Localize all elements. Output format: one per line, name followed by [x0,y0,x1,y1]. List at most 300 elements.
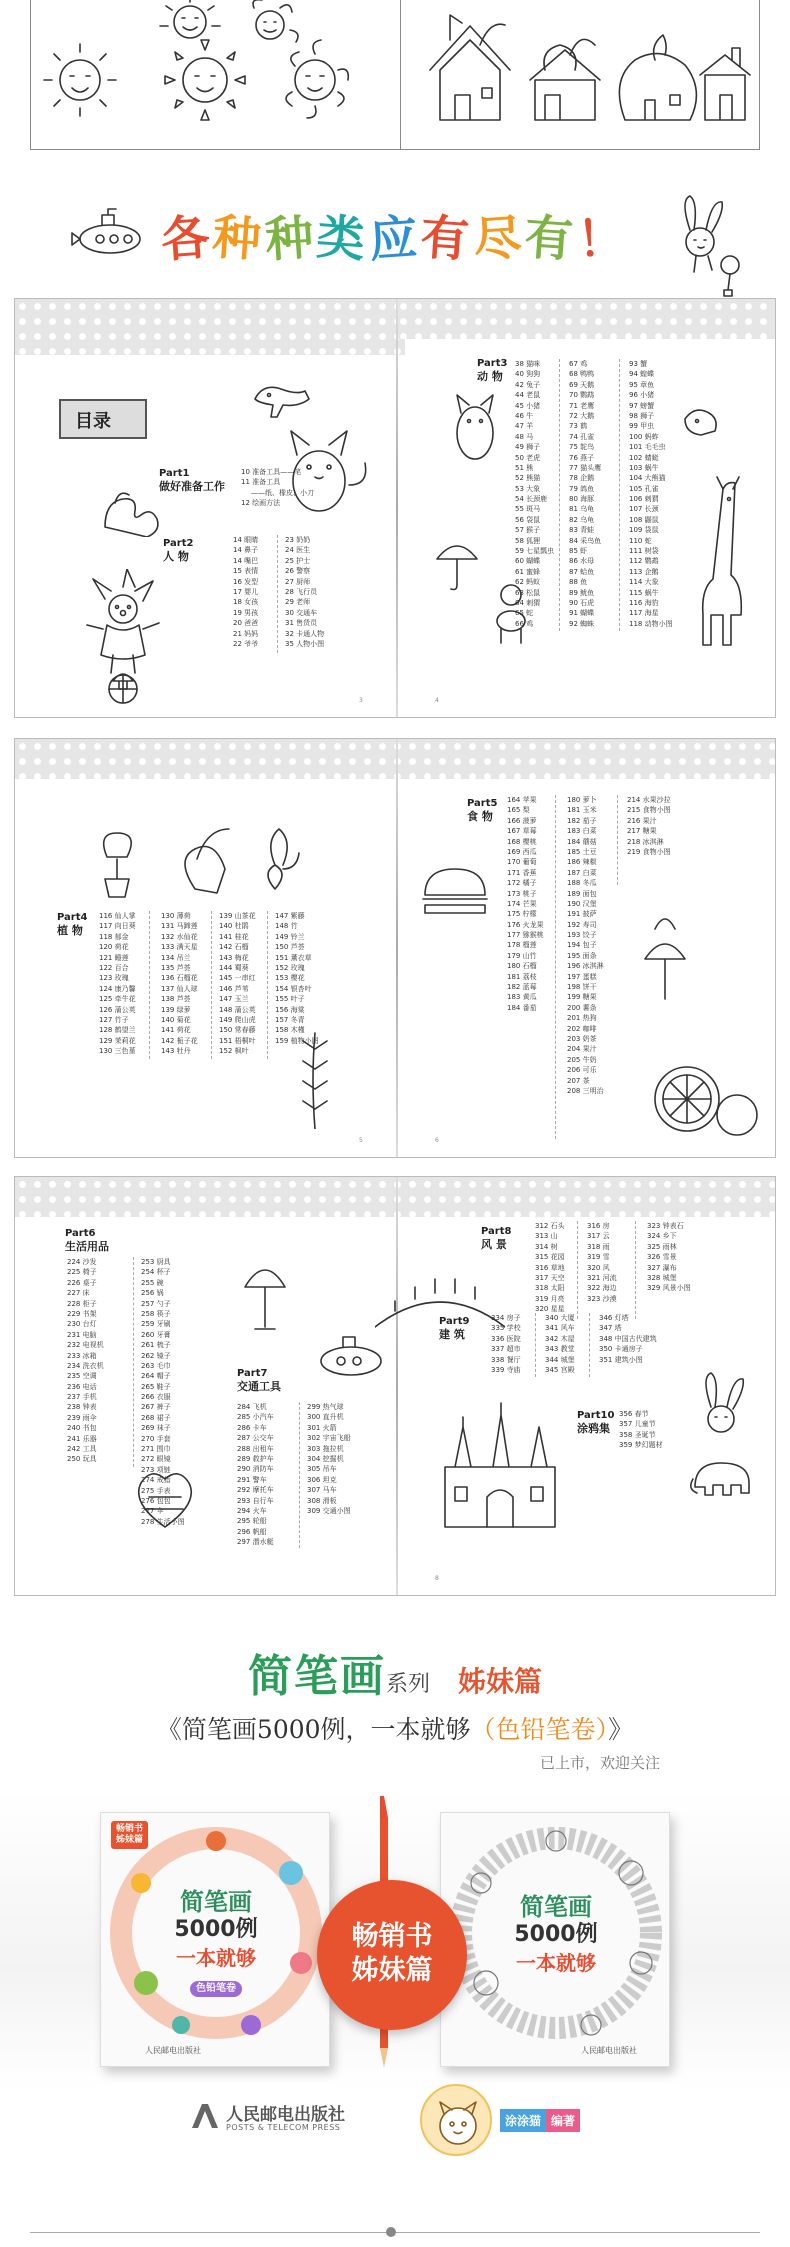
toc-entry[interactable]: 100 蚂蚱 [629,432,659,441]
toc-entry[interactable]: 191 披萨 [567,910,597,919]
toc-entry[interactable]: 334 房子 [491,1314,521,1322]
toc-entry[interactable]: 138 芦荟 [161,995,191,1004]
toc-entry[interactable]: 175 柠檬 [507,910,537,919]
toc-entry[interactable]: 204 果汁 [567,1045,597,1054]
toc-entry[interactable]: 299 热气球 [307,1403,344,1411]
toc-entry[interactable]: 38 猫咪 [515,360,541,368]
toc-entry[interactable]: 131 马蹄莲 [161,922,198,931]
toc-entry[interactable]: 226 桌子 [67,1278,97,1287]
toc-entry[interactable]: 273 项链 [141,1465,171,1474]
toc-entry[interactable]: 139 绿萝 [161,1005,191,1014]
toc-entry[interactable]: 196 冰淇淋 [567,962,604,971]
toc-entry[interactable]: 270 手套 [141,1434,171,1443]
toc-entry[interactable]: 167 草莓 [507,827,537,836]
toc-entry[interactable]: 103 蜗牛 [629,463,659,472]
toc-entry[interactable]: 151 梧桐叶 [219,1036,256,1045]
toc-entry[interactable]: 274 戒指 [141,1476,171,1485]
toc-entry[interactable]: 116 仙人掌 [99,912,136,920]
toc-entry[interactable]: 337 超市 [491,1345,521,1354]
toc-entry[interactable]: 150 常春藤 [219,1026,256,1035]
toc-entry[interactable]: 99 甲虫 [629,422,655,431]
toc-entry[interactable]: 87 蛤鱼 [569,567,595,576]
toc-entry[interactable]: 300 直升机 [307,1413,344,1422]
toc-entry[interactable]: 61 蜜蜂 [515,567,541,576]
toc-entry[interactable]: 92 蜘蛛 [569,619,595,628]
toc-entry[interactable]: 68 鸭鸭 [569,370,595,379]
toc-entry[interactable]: 328 城堡 [647,1273,677,1282]
toc-entry[interactable]: 141 桂花 [219,932,249,941]
toc-entry[interactable]: 358 圣诞节 [619,1430,656,1439]
toc-entry[interactable]: 19 男孩 [233,608,259,617]
toc-entry[interactable]: 267 裤子 [141,1403,171,1412]
toc-entry[interactable]: 153 樱花 [275,974,305,983]
toc-entry[interactable]: 260 牙膏 [141,1330,171,1339]
toc-entry[interactable]: 140 菊花 [161,1015,191,1024]
toc-entry[interactable]: 146 芦苇 [219,984,249,993]
toc-entry[interactable]: 338 餐厅 [491,1355,521,1364]
toc-entry[interactable]: 152 枫叶 [219,1047,249,1056]
toc-entry[interactable]: 254 杯子 [141,1268,171,1277]
toc-entry[interactable]: 339 寺庙 [491,1365,521,1374]
toc-entry[interactable]: 315 花园 [535,1253,565,1262]
toc-entry[interactable]: 184 蘑菇 [567,837,597,846]
toc-entry[interactable]: 318 太阳 [535,1284,565,1293]
toc-entry[interactable]: 287 公交车 [237,1434,274,1443]
toc-entry[interactable]: 159 植物小图 [275,1036,319,1045]
toc-entry[interactable]: 193 饺子 [567,931,597,940]
toc-entry[interactable]: 224 沙发 [67,1258,97,1266]
toc-entry[interactable]: 123 玫瑰 [99,974,129,983]
toc-entry[interactable]: 187 白菜 [567,868,597,877]
toc-entry[interactable]: 189 面包 [567,889,597,898]
book-cover-classic[interactable] [440,1812,670,2067]
toc-entry[interactable]: 199 糖果 [567,993,597,1002]
toc-entry[interactable]: 314 树 [535,1242,558,1251]
toc-entry[interactable]: 35 人物小图 [285,639,325,648]
toc-entry[interactable]: 143 牡丹 [161,1047,191,1056]
toc-entry[interactable]: 308 滑板 [307,1496,337,1505]
toc-entry[interactable]: 182 蓝莓 [507,983,537,992]
toc-entry[interactable]: 317 云 [587,1232,610,1241]
toc-entry[interactable]: 59 七星瓢虫 [515,547,555,556]
toc-entry[interactable]: 234 洗衣机 [67,1361,104,1370]
toc-entry[interactable]: 343 教堂 [545,1345,575,1354]
toc-entry[interactable]: 149 铃兰 [275,932,305,941]
toc-entry[interactable]: 86 水母 [569,557,595,566]
toc-entry[interactable]: 192 寿司 [567,920,597,929]
toc-entry[interactable]: 84 采鸟鱼 [569,536,602,545]
toc-entry[interactable]: 140 杜鹃 [219,922,249,931]
toc-entry[interactable]: 350 卡通房子 [599,1345,643,1354]
toc-entry[interactable]: 129 茉莉花 [99,1036,136,1045]
toc-entry[interactable]: 110 蛇 [629,536,652,545]
toc-entry[interactable]: 53 大象 [515,484,541,493]
toc-entry[interactable]: 154 银杏叶 [275,984,312,993]
toc-entry[interactable]: 207 茶 [567,1076,590,1085]
toc-entry[interactable]: 322 海边 [587,1284,617,1293]
toc-entry[interactable]: 147 紫藤 [275,912,305,920]
toc-entry[interactable]: 149 爬山虎 [219,1015,256,1024]
toc-entry[interactable]: 202 咖啡 [567,1024,597,1033]
toc-entry[interactable]: 231 电脑 [67,1330,97,1339]
toc-entry[interactable]: 48 马 [515,432,534,441]
toc-entry[interactable]: 114 大象 [629,578,659,587]
toc-entry[interactable]: 170 葡萄 [507,858,537,867]
toc-entry[interactable]: 291 警车 [237,1475,267,1484]
toc-entry[interactable]: 348 中国古代建筑 [599,1334,657,1343]
toc-entry[interactable]: 335 学校 [491,1324,521,1333]
toc-entry[interactable]: 268 裙子 [141,1413,171,1422]
toc-entry[interactable]: 74 孔雀 [569,432,595,441]
toc-entry[interactable]: 203 奶茶 [567,1034,597,1043]
toc-entry[interactable]: 79 鸽鱼 [569,484,595,493]
toc-entry[interactable]: 228 柜子 [67,1299,97,1308]
toc-entry[interactable]: 269 袜子 [141,1424,171,1433]
toc-entry[interactable]: 359 梦幻题材 [619,1441,663,1450]
toc-entry[interactable]: 126 蒲公英 [99,1005,136,1014]
toc-entry[interactable]: 21 妈妈 [233,629,259,638]
toc-entry[interactable]: 120 荷花 [99,943,129,952]
toc-entry[interactable]: 258 筷子 [141,1309,171,1318]
toc-entry[interactable]: 112 鹦鹉 [629,557,659,566]
toc-entry[interactable]: 240 书包 [67,1424,97,1433]
toc-entry[interactable]: 313 山 [535,1232,558,1241]
toc-entry[interactable]: 72 大鹅 [569,411,595,420]
toc-entry[interactable]: 190 汉堡 [567,899,597,908]
toc-entry[interactable]: 306 坦克 [307,1475,337,1484]
toc-entry[interactable]: 180 萝卜 [567,796,597,804]
toc-entry[interactable]: 301 火箭 [307,1423,337,1432]
toc-entry[interactable]: 67 鸡 [569,360,588,368]
toc-entry[interactable]: 10 准备工具——笔 [241,468,302,476]
toc-entry[interactable]: 82 乌龟 [569,515,595,524]
toc-entry[interactable]: 323 钟表石 [647,1222,684,1230]
toc-entry[interactable]: 151 薰衣草 [275,953,312,962]
toc-entry[interactable]: 265 鞋子 [141,1382,171,1391]
toc-entry[interactable]: 141 荷花 [161,1026,191,1035]
toc-entry[interactable]: 50 老虎 [515,453,541,462]
toc-entry[interactable]: 83 青蛙 [569,526,595,535]
toc-entry[interactable]: 108 鼹鼠 [629,515,659,524]
toc-entry[interactable]: 201 热狗 [567,1014,597,1023]
toc-entry[interactable]: 101 毛毛虫 [629,443,666,452]
toc-entry[interactable]: 94 蝗蝶 [629,370,655,379]
toc-entry[interactable]: 109 袋鼠 [629,526,659,535]
toc-entry[interactable]: 102 蜻蜓 [629,453,659,462]
book-cover-color[interactable] [100,1812,330,2067]
toc-entry[interactable]: 173 桃子 [507,889,537,898]
toc-entry[interactable]: 49 狮子 [515,443,541,452]
toc-entry[interactable]: 320 星星 [535,1305,565,1314]
toc-entry[interactable]: 88 鱼 [569,578,588,587]
toc-entry[interactable]: 345 宫殿 [545,1365,575,1374]
toc-entry[interactable]: 133 满天星 [161,943,198,952]
toc-entry[interactable]: 181 荔枝 [507,972,537,981]
toc-entry[interactable]: 12 绘画方法 [241,499,281,508]
toc-entry[interactable]: 336 医院 [491,1334,521,1343]
toc-entry[interactable]: 174 芒果 [507,899,537,908]
toc-entry[interactable]: 227 床 [67,1289,90,1298]
toc-entry[interactable]: 182 茄子 [567,816,597,825]
toc-entry[interactable]: 344 城堡 [545,1355,575,1364]
toc-entry[interactable]: 289 救护车 [237,1454,274,1463]
toc-entry[interactable]: 266 衣服 [141,1393,171,1402]
toc-entry[interactable]: 340 大厦 [545,1314,575,1322]
toc-entry[interactable]: 179 山竹 [507,951,537,960]
toc-entry[interactable]: 45 小猪 [515,401,541,410]
toc-entry[interactable]: 148 竹 [275,922,298,931]
toc-entry[interactable]: 142 石榴 [219,943,249,952]
toc-entry[interactable]: 111 树袋 [629,547,659,556]
toc-entry[interactable]: 235 空调 [67,1372,97,1381]
toc-entry[interactable]: 31 售货员 [285,619,318,628]
toc-entry[interactable]: 186 辣椒 [567,858,597,867]
toc-entry[interactable]: 107 长颈 [629,505,659,514]
toc-entry[interactable]: 286 卡车 [237,1423,267,1432]
toc-entry[interactable]: 276 包包 [141,1496,171,1505]
toc-entry[interactable]: 304 挖掘机 [307,1454,344,1463]
toc-entry[interactable]: 326 雪景 [647,1253,677,1262]
toc-entry[interactable]: 14 鼻子 [233,546,259,555]
toc-entry[interactable]: 55 斑马 [515,505,541,514]
toc-entry[interactable]: 145 一串红 [219,974,256,983]
toc-entry[interactable]: 20 爸爸 [233,619,259,628]
toc-entry[interactable]: 198 饼干 [567,983,597,992]
toc-entry[interactable]: 255 碗 [141,1278,164,1287]
toc-entry[interactable]: 46 牛 [515,411,534,420]
toc-entry[interactable]: 17 婴儿 [233,587,259,596]
toc-entry[interactable]: 77 猫头鹰 [569,463,602,472]
toc-entry[interactable]: 347 塔 [599,1324,622,1333]
toc-entry[interactable]: 142 栀子花 [161,1036,198,1045]
toc-entry[interactable]: 135 芦荟 [161,963,191,972]
toc-entry[interactable]: 132 水仙花 [161,932,198,941]
toc-entry[interactable]: 272 眼镜 [141,1455,171,1464]
toc-entry[interactable]: 118 郁金 [99,932,129,941]
toc-entry[interactable]: 14 眼睛 [233,536,259,544]
toc-entry[interactable]: 176 火龙果 [507,920,544,929]
toc-entry[interactable]: 23 奶奶 [285,536,311,544]
toc-entry[interactable]: 178 榴莲 [507,941,537,950]
toc-entry[interactable]: 292 摩托车 [237,1486,274,1495]
toc-entry[interactable]: 256 锅 [141,1289,164,1298]
toc-entry[interactable]: 69 天鹅 [569,380,595,389]
toc-entry[interactable]: 233 冰箱 [67,1351,97,1360]
toc-entry[interactable]: 271 围巾 [141,1445,171,1454]
toc-entry[interactable]: 127 竹子 [99,1015,129,1024]
toc-entry[interactable]: 81 乌龟 [569,505,595,514]
toc-entry[interactable]: 305 吊车 [307,1465,337,1474]
toc-entry[interactable]: 318 雨 [587,1242,610,1251]
toc-entry[interactable]: ——纸、橡皮、小刀 [251,488,314,497]
toc-entry[interactable]: 285 小汽车 [237,1413,274,1422]
toc-entry[interactable]: 11 准备工具 [241,478,281,487]
toc-entry[interactable]: 155 叶子 [275,995,305,1004]
toc-entry[interactable]: 58 狐狸 [515,536,541,545]
toc-entry[interactable]: 24 医生 [285,546,311,555]
toc-entry[interactable]: 130 三色堇 [99,1047,136,1056]
toc-entry[interactable]: 26 警察 [285,567,311,576]
toc-entry[interactable]: 166 菠萝 [507,816,537,825]
toc-entry[interactable]: 294 火车 [237,1506,267,1515]
toc-entry[interactable]: 165 梨 [507,806,530,815]
toc-entry[interactable]: 319 月亮 [535,1294,565,1303]
toc-entry[interactable]: 206 可乐 [567,1066,597,1075]
toc-entry[interactable]: 30 交通车 [285,608,318,617]
toc-entry[interactable]: 95 章鱼 [629,380,655,389]
toc-entry[interactable]: 89 鱿鱼 [569,588,595,597]
toc-entry[interactable]: 342 木屋 [545,1334,575,1343]
toc-entry[interactable]: 218 冰淇淋 [627,837,664,846]
toc-entry[interactable]: 229 书架 [67,1309,97,1318]
toc-entry[interactable]: 105 孔雀 [629,484,659,493]
toc-entry[interactable]: 236 电话 [67,1382,97,1391]
toc-entry[interactable]: 264 帽子 [141,1372,171,1381]
toc-entry[interactable]: 237 手机 [67,1393,97,1402]
toc-entry[interactable]: 54 长颈鹿 [515,495,548,504]
toc-entry[interactable]: 188 冬瓜 [567,879,597,888]
toc-entry[interactable]: 121 睡莲 [99,953,129,962]
toc-entry[interactable]: 316 草地 [535,1263,565,1272]
toc-entry[interactable]: 66 鸡 [515,619,534,628]
toc-entry[interactable]: 351 建筑小图 [599,1355,643,1364]
toc-entry[interactable]: 324 乡下 [647,1232,677,1241]
toc-entry[interactable]: 323 沙漠 [587,1294,617,1303]
toc-entry[interactable]: 239 雨伞 [67,1413,97,1422]
toc-entry[interactable]: 357 儿童节 [619,1420,656,1429]
toc-entry[interactable]: 356 春节 [619,1410,649,1418]
toc-entry[interactable]: 29 老师 [285,598,311,607]
toc-entry[interactable]: 78 企鹅 [569,474,595,483]
toc-entry[interactable]: 261 梳子 [141,1341,171,1350]
toc-entry[interactable]: 56 袋鼠 [515,515,541,524]
toc-entry[interactable]: 277 伞 [141,1507,164,1516]
toc-entry[interactable]: 208 三明治 [567,1086,604,1095]
toc-entry[interactable]: 57 猴子 [515,526,541,535]
toc-entry[interactable]: 85 虾 [569,547,588,556]
toc-entry[interactable]: 341 风车 [545,1324,575,1333]
toc-entry[interactable]: 71 老鹰 [569,401,595,410]
toc-entry[interactable]: 327 瀑布 [647,1263,677,1272]
toc-entry[interactable]: 194 包子 [567,941,597,950]
toc-entry[interactable]: 70 鹦鹉 [569,391,595,400]
toc-entry[interactable]: 62 蚂蚁 [515,578,541,587]
toc-entry[interactable]: 156 海棠 [275,1005,305,1014]
toc-entry[interactable]: 73 鹤 [569,422,588,431]
toc-entry[interactable]: 128 鹤望兰 [99,1026,136,1035]
toc-entry[interactable]: 293 自行车 [237,1496,274,1505]
toc-entry[interactable]: 47 羊 [515,422,534,431]
toc-entry[interactable]: 232 电视机 [67,1341,104,1350]
toc-entry[interactable]: 217 糖果 [627,827,657,836]
toc-entry[interactable]: 22 爷爷 [233,639,259,648]
toc-entry[interactable]: 52 熊猫 [515,474,541,483]
toc-entry[interactable]: 150 芦荟 [275,943,305,952]
toc-entry[interactable]: 219 食物小图 [627,847,671,856]
toc-entry[interactable]: 177 猕猴桃 [507,931,544,940]
toc-entry[interactable]: 124 康乃馨 [99,984,136,993]
toc-entry[interactable]: 284 飞机 [237,1403,267,1411]
toc-entry[interactable]: 214 水果沙拉 [627,796,671,804]
toc-entry[interactable]: 296 帆船 [237,1527,267,1536]
toc-entry[interactable]: 80 海豚 [569,495,595,504]
toc-entry[interactable]: 297 潜水艇 [237,1538,274,1547]
toc-entry[interactable]: 32 卡通人物 [285,629,325,638]
toc-entry[interactable]: 125 牵牛花 [99,995,136,1004]
toc-entry[interactable]: 302 宇宙飞船 [307,1434,351,1443]
toc-entry[interactable]: 290 消防车 [237,1465,274,1474]
toc-entry[interactable]: 157 冬青 [275,1015,305,1024]
toc-entry[interactable]: 263 毛巾 [141,1361,171,1370]
toc-entry[interactable]: 158 木槿 [275,1026,305,1035]
toc-entry[interactable]: 139 山茶花 [219,912,256,920]
toc-entry[interactable]: 181 玉米 [567,806,597,815]
toc-entry[interactable]: 195 面条 [567,951,597,960]
toc-entry[interactable]: 44 老鼠 [515,391,541,400]
toc-entry[interactable]: 18 女孩 [233,598,259,607]
toc-entry[interactable]: 147 玉兰 [219,995,249,1004]
toc-entry[interactable]: 76 燕子 [569,453,595,462]
toc-entry[interactable]: 184 番茄 [507,1003,537,1012]
toc-entry[interactable]: 172 橘子 [507,879,537,888]
toc-entry[interactable]: 253 厨具 [141,1258,171,1266]
toc-entry[interactable]: 106 刺猬 [629,495,659,504]
toc-entry[interactable]: 137 仙人球 [161,984,198,993]
toc-entry[interactable]: 25 护士 [285,556,311,565]
toc-entry[interactable]: 113 企鹅 [629,567,659,576]
toc-entry[interactable]: 117 向日葵 [99,922,136,931]
toc-entry[interactable]: 93 蟹 [629,360,648,368]
toc-entry[interactable]: 168 樱桃 [507,837,537,846]
toc-entry[interactable]: 346 灯塔 [599,1314,629,1322]
toc-entry[interactable]: 197 蛋糕 [567,972,597,981]
toc-entry[interactable]: 262 镜子 [141,1351,171,1360]
toc-entry[interactable]: 216 果汁 [627,816,657,825]
toc-entry[interactable]: 200 薯条 [567,1003,597,1012]
toc-entry[interactable]: 307 马车 [307,1486,337,1495]
toc-entry[interactable]: 152 玫瑰 [275,963,305,972]
toc-entry[interactable]: 96 小猪 [629,391,655,400]
toc-entry[interactable]: 215 食物小图 [627,806,671,815]
toc-entry[interactable]: 329 风景小图 [647,1284,691,1293]
toc-entry[interactable]: 169 西瓜 [507,847,537,856]
toc-entry[interactable]: 183 黄瓜 [507,993,537,1002]
toc-entry[interactable]: 40 狗狗 [515,370,541,379]
toc-entry[interactable]: 64 刺猬 [515,598,541,607]
toc-entry[interactable]: 164 苹果 [507,796,537,804]
toc-entry[interactable]: 15 表情 [233,567,259,576]
toc-entry[interactable]: 14 嘴巴 [233,556,259,565]
toc-entry[interactable]: 303 拖拉机 [307,1444,344,1453]
toc-entry[interactable]: 320 风 [587,1263,610,1272]
toc-entry[interactable]: 130 薄荷 [161,912,191,920]
toc-entry[interactable]: 185 土豆 [567,847,597,856]
toc-entry[interactable]: 259 牙刷 [141,1320,171,1329]
toc-entry[interactable]: 51 熊 [515,463,534,472]
toc-entry[interactable]: 319 雪 [587,1253,610,1262]
toc-entry[interactable]: 241 乐器 [67,1434,97,1443]
toc-entry[interactable]: 321 河流 [587,1273,617,1282]
toc-entry[interactable]: 288 出租车 [237,1444,274,1453]
toc-entry[interactable]: 317 天空 [535,1273,565,1282]
toc-entry[interactable]: 116 海豹 [629,598,659,607]
toc-entry[interactable]: 42 兔子 [515,380,541,389]
toc-entry[interactable]: 230 台灯 [67,1320,97,1329]
toc-entry[interactable]: 180 石榴 [507,962,537,971]
toc-entry[interactable]: 115 蜗牛 [629,588,659,597]
toc-entry[interactable]: 295 轮船 [237,1517,267,1526]
toc-entry[interactable]: 144 蜀葵 [219,963,249,972]
